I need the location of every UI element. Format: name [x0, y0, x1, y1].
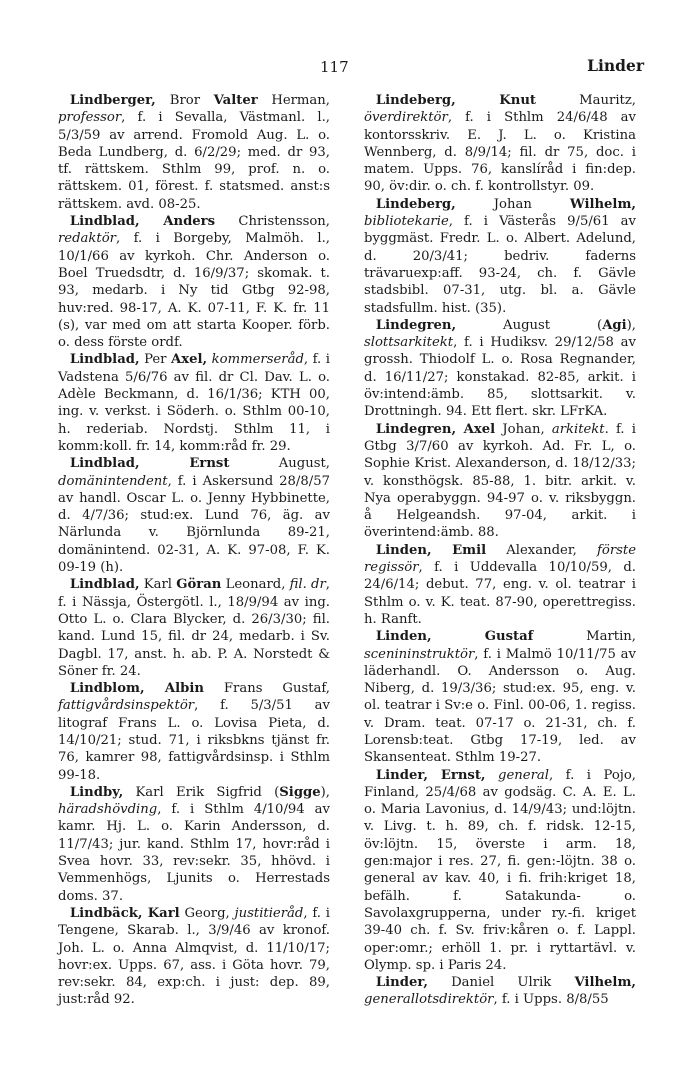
entry-name: Vilhelm, — [574, 975, 636, 991]
entry-title: bibliotekarie — [364, 214, 449, 230]
entry-text: Johan — [455, 196, 570, 212]
entry-text: ), — [320, 784, 330, 800]
entry-name: Agi — [602, 317, 627, 333]
entry-title: fattigvårdsinspektör — [58, 698, 195, 714]
entry-title: professor — [58, 110, 122, 126]
entry-text: Leonard, — [221, 577, 290, 593]
entry-title: generallotsdirektör — [364, 992, 494, 1008]
entry-text: Christensson, — [215, 214, 330, 230]
entry-text: , f. i Sevalla, Västmanl. l., 5/3/59 av arrend. Fromold Aug. L. o. Beda Lundberg, d. 6/2/29; med. dr 93, tf. rättskem. Sthlm 99, prof. n. o. rättskem. 01, förest. f. statsmed. anst:s rättskem. avd. 08-25. — [58, 110, 330, 212]
entry-text: Martin, — [533, 629, 636, 645]
entry-text: , f. i Askersund 28/8/57 av handl. Oscar L. o. Jenny Hybbinette, d. 4/7/36; stud:ex. Lund 76, äg. av Närlunda v. Björnlunda 89-21, domänintend. 02-31, A. K. 97-08, F. K. 09-19 (h). — [58, 473, 330, 576]
entry-text: , f. i Hudiksv. 29/12/58 av grossh. Thiodolf L. o. Rosa Regnander, d. 16/11/27; konstakad. 82-85, arkit. i öv:intend:ämb. 85, slottsarkit. v. Drottningh. 94. Ett flert. skr. LFrKA. — [364, 335, 636, 420]
biography-entry — [364, 317, 636, 421]
entry-name: Lindblad, — [69, 352, 140, 368]
biography-entry — [58, 92, 330, 213]
entry-title: fil. dr — [289, 577, 326, 593]
biography-entry — [364, 421, 636, 542]
entry-title: överdirektör — [364, 110, 448, 126]
entry-text: , f. i Sthlm 24/6/48 av kontorsskriv. E. J. L. o. Kristina Wennberg, d. 8/9/14; fil. dr 75, doc. i matem. Upps. 76, kanslíråd i fin:dep. 90, öv:dir. o. ch. f. kontrollstyr. 09. — [364, 110, 636, 195]
entry-title: häradshövding — [58, 802, 158, 818]
entry-name: Lindblad, — [69, 577, 140, 593]
entry-title: förste regissör — [364, 542, 637, 576]
entry-title: redaktör — [58, 231, 116, 247]
entry-name: Lindegren, Axel — [375, 421, 496, 437]
entry-text: , f. 5/3/51 av litograf Frans L. o. Lovisa Pieta, d. 14/10/21; stud. 71, i riksbkns tjänst fr. 76, kamrer 98, fattigvårdsinsp. i Sthlm 99-18. — [58, 698, 330, 783]
entry-text: Georg, — [179, 905, 235, 921]
entry-name: Linder, Ernst, — [375, 767, 486, 783]
entry-title: arkitekt — [551, 421, 605, 437]
entry-name: Lindblad, Anders — [69, 214, 216, 230]
entry-name: Linden, Emil — [375, 542, 487, 558]
entry-title: scenininstruktör — [364, 646, 475, 662]
entry-text: Alexander, — [486, 542, 598, 558]
entry-name: Lindblom, Albin — [69, 681, 204, 697]
running-head: Linder — [587, 56, 644, 75]
entry-title: slottsarkitekt — [364, 335, 454, 351]
entry-text: Frans Gustaf, — [203, 681, 330, 697]
entry-name: Lindberger, — [69, 93, 170, 108]
entry-title: justitieråd — [234, 905, 304, 921]
entry-text: , f. i Borgeby, Malmöh. l., 10/1/66 av kyrkoh. Chr. Anderson o. Boel Truedsdtr, d. 16/9/37; skomak. t. 93, medarb. i Ny tid Gtbg 92-98, huv:red. 98-17, A. K. 07-11, F. K. fr. 11 (s), var med om att starta Kooper. förb. o. dess förste ordf. — [58, 231, 330, 351]
entry-text: August ( — [456, 317, 603, 333]
entry-name: Lindbäck, Karl — [69, 905, 180, 921]
entry-text: Bror — [169, 93, 214, 108]
entry-text — [486, 768, 499, 783]
entry-text: Karl — [139, 577, 177, 593]
entry-text: , f. i Vadstena 5/6/76 av fil. dr Cl. Dav. L. o. Adèle Beckmann, d. 16/1/36; KTH 00, ing. v. verkst. i Söderh. o. Sthlm 00-10, h. rederiab. Nordstj. Sthlm 11, i komm:koll. fr. 14, komm:råd fr. 29. — [58, 352, 330, 454]
entry-name: Lindeberg, — [375, 196, 456, 212]
entry-name: Lindblad, Ernst — [69, 456, 230, 472]
biography-entry — [364, 767, 636, 975]
biography-entry — [364, 92, 636, 196]
entry-text: , f. i Upps. 8/8/55 — [493, 992, 609, 1008]
biography-entry — [58, 784, 330, 905]
entry-name: Göran — [176, 577, 222, 593]
entry-text: Johan, — [495, 421, 552, 437]
entry-text: , f. i Sthlm 4/10/94 av kamr. Hj. L. o. Karin Andersson, d. 11/7/43; jur. kand. Sthlm 17, hovr:råd i Svea hovr. 33, rev:sekr. 35, hhövd. i Vemmenhögs, Ljunits o. Herrestads doms. 37. — [58, 802, 330, 904]
entry-text: , f. i Tengene, Skarab. l., 3/9/46 av kronof. Joh. L. o. Anna Almqvist, d. 11/10/17; hovr:ex. Upps. 67, ass. i Göta hovr. 79, rev:sekr. 84, exp:ch. i just: dep. 89, just:råd 92. — [58, 905, 330, 1008]
biography-entry — [58, 351, 330, 455]
entry-name: Linder, — [375, 975, 428, 991]
text-columns — [58, 92, 636, 1009]
entry-text: , f. i Uddevalla 10/10/59, d. 24/6/14; debut. 77, eng. v. ol. teatrar i Sthlm o. v. K. teat. 87-90, operettregiss. h. Ranft. — [364, 560, 636, 627]
biography-entry — [58, 213, 330, 351]
biography-entry — [58, 905, 330, 1009]
entry-text: Per — [139, 352, 172, 368]
entry-name: Lindeberg, Knut — [375, 93, 537, 108]
biography-entry — [364, 628, 636, 766]
biography-entry — [58, 680, 330, 784]
entry-text: , f. i Västerås 9/5/61 av byggmäst. Fredr. L. o. Albert. Adelund, d. 20/3/41; bedriv. faderns trävaruexp:aff. 93-24, ch. f. Gävle stadsbibl. 07-31, utg. bl. a. Gävle stadsfullm. hist. (35). — [364, 214, 636, 316]
right-column — [364, 92, 636, 1009]
left-column — [58, 92, 330, 1009]
entry-title: kommerseråd — [211, 352, 304, 368]
entry-name: Axel, — [171, 352, 208, 368]
entry-text: , f. i Nässja, Östergötl. l., 18/9/94 av ing. Otto L. o. Clara Blycker, d. 26/3/30; fil. kand. Lund 15, fil. dr 24, medarb. i Sv. Dagbl. 17, anst. h. ab. P. A. Norstedt & Söner fr. 24. — [58, 577, 330, 679]
entry-text: Mauritz, — [536, 93, 636, 108]
entry-text: , f. i Malmö 10/11/75 av läderhandl. O. Andersson o. Aug. Niberg, d. 19/3/36; stud:ex. 95, eng. v. ol. teatrar i Sv:e o. Finl. 00-06, 1. regiss. v. Dram. teat. 07-17 o. 21-31, ch. f. Lorensb:teat. Gtbg 17-19, led. av Skansenteat. Sthlm 19-27. — [364, 646, 636, 766]
entry-name: Sigge — [279, 784, 321, 800]
entry-name: Lindby, — [69, 784, 124, 800]
entry-text: Karl Erik Sigfrid ( — [123, 784, 280, 800]
entry-name: Lindegren, — [375, 317, 457, 333]
entry-text: ), — [626, 317, 636, 333]
entry-name: Wilhelm, — [569, 196, 636, 212]
page-header — [58, 52, 644, 92]
biography-entry — [364, 196, 636, 317]
entry-title: domänintendent — [58, 473, 168, 489]
biography-entry — [364, 974, 636, 1009]
biography-entry — [364, 542, 636, 628]
biography-entry — [58, 455, 330, 576]
page-number: 117 — [320, 58, 349, 76]
entry-text: August, — [229, 456, 330, 472]
biography-entry — [58, 576, 330, 680]
entry-title: general — [498, 767, 549, 783]
entry-name: Valter — [213, 93, 258, 108]
entry-text: , f. i Pojo, Finland, 25/4/68 av godsäg. C. A. E. L. o. Maria Lavonius, d. 14/9/43; und:löjtn. v. Livg. t. h. 89, ch. f. ridsk. 12-15, öv:löjtn. 15, överste i arm. 18, gen:major i res. 27, fi. gen:-löjtn. 38 o. general av kav. 40, i fi. frih:kriget 18, befälh. f. Satakunda- o. Savolaxgrupperna, under ry.-fi. kriget 39-40 ch. f. Sv. friv:kåren o. f. Lappl. oper:omr.; erhöll 1. pr. i ryttartävl. v. Olymp. sp. i Paris 24. — [364, 767, 636, 973]
entry-name: Linden, Gustaf — [375, 629, 534, 645]
entry-text: . f. i Gtbg 3/7/60 av kyrkoh. Ad. Fr. L, o. Sophie Krist. Alexanderson, d. 18/12/33; v. konsthögsk. 85-88, 1. bitr. arkit. v. Nya operabyggn. 94-97 o. v. riksbyggn. å Helgeandsh. 97-04, arkit. i överintend:ämb. 88. — [364, 421, 636, 541]
entry-text: Daniel Ulrik — [427, 975, 575, 991]
entry-text: Herman, — [257, 93, 330, 108]
